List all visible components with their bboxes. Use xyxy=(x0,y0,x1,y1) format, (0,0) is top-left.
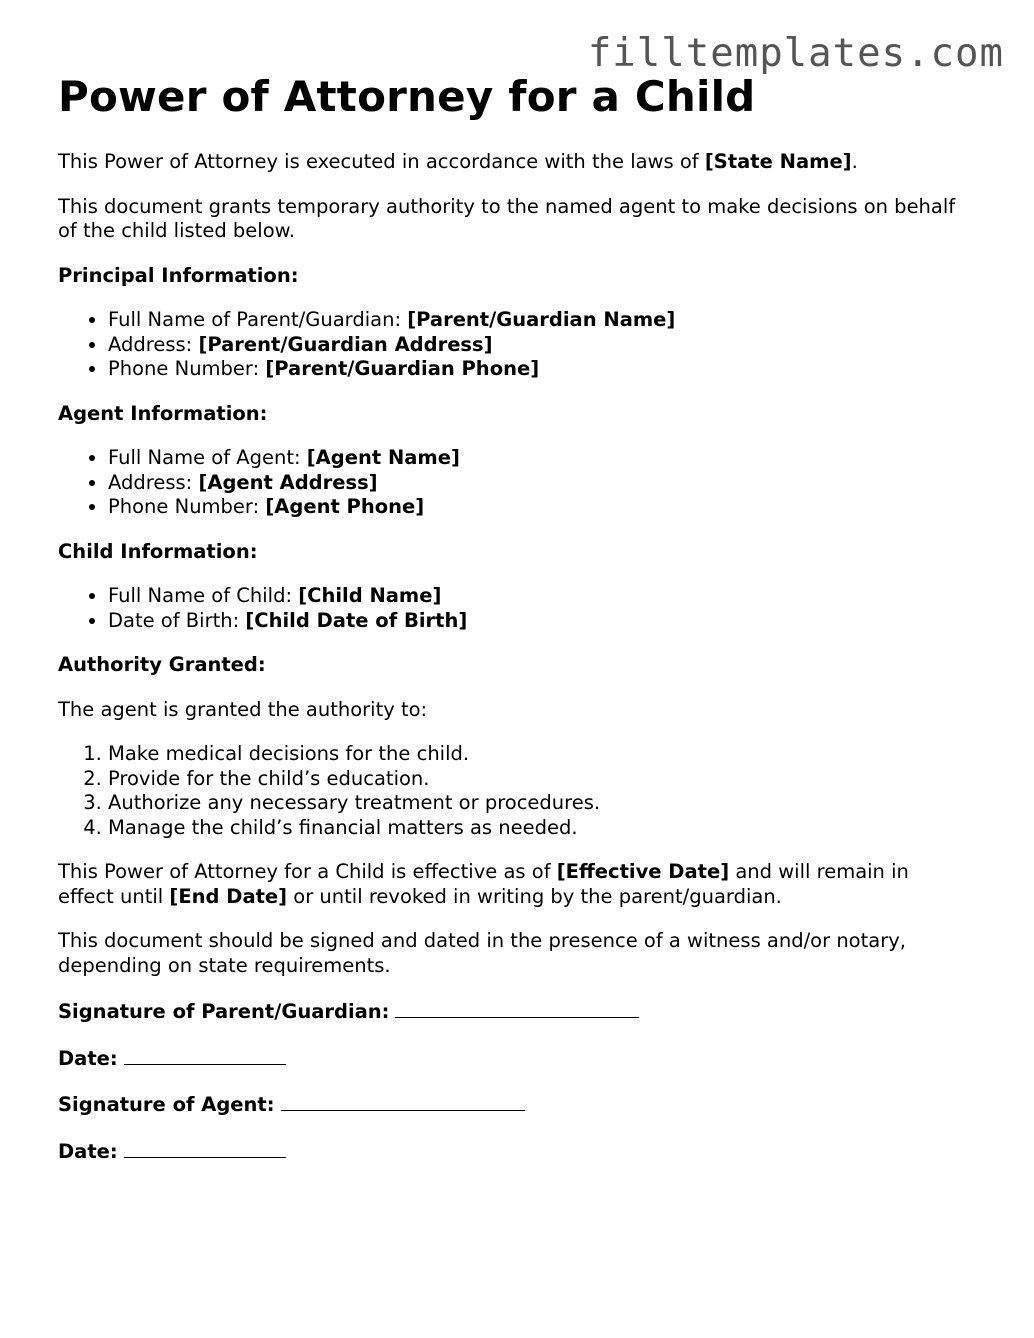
document-title: Power of Attorney for a Child xyxy=(58,72,756,121)
authority-list xyxy=(58,742,958,840)
parent-signature-field[interactable] xyxy=(395,998,639,1018)
agent-date-line xyxy=(58,1138,958,1165)
effective-statement xyxy=(58,860,958,909)
item-label: Full Name of Child: xyxy=(108,584,299,607)
effective-text: or until revoked in writing by the parent/guardian. xyxy=(287,884,782,908)
list-item xyxy=(108,495,958,520)
effective-text: This Power of Attorney for a Child is effective as of xyxy=(58,860,557,883)
item-label: Address: xyxy=(108,332,199,356)
list-item xyxy=(108,609,958,634)
child-list xyxy=(58,584,958,633)
document-page xyxy=(58,70,958,1164)
list-item xyxy=(108,308,958,333)
item-label: Full Name of Parent/Guardian: xyxy=(108,308,408,331)
item-label: Phone Number: xyxy=(108,357,266,380)
child-heading: Child Information: xyxy=(58,539,258,563)
agent-signature-line xyxy=(58,1091,958,1118)
agent-signature-field[interactable] xyxy=(281,1091,525,1111)
signing-note: This document should be signed and dated in the presence of a witness and/or notary, depending on state requirements. xyxy=(58,929,906,977)
parent-date-field[interactable] xyxy=(124,1045,286,1065)
item-label: Phone Number: xyxy=(108,495,266,518)
list-item xyxy=(108,446,958,471)
effective-text: and will remain in effect until xyxy=(58,860,909,908)
item-placeholder: [Parent/Guardian Name] xyxy=(407,308,676,331)
item-label: Date of Birth: xyxy=(108,608,246,632)
state-placeholder: [State Name] xyxy=(704,150,852,173)
parent-date-line xyxy=(58,1045,958,1072)
list-item: 3. Authorize any necessary treatment or procedures. xyxy=(108,791,958,816)
list-item: 4. Manage the child’s financial matters as needed. xyxy=(108,816,958,841)
parent-signature-line xyxy=(58,998,958,1025)
authority-lead: The agent is granted the authority to: xyxy=(58,697,428,721)
agent-heading: Agent Information: xyxy=(58,401,268,425)
item-placeholder: [Agent Phone] xyxy=(265,495,425,518)
list-item: 2. Provide for the child’s education. xyxy=(108,767,958,792)
item-placeholder: [Parent/Guardian Address] xyxy=(198,332,493,356)
purpose-statement: This document grants temporary authority to the named agent to make decisions on behalf of the child listed below. xyxy=(58,194,956,242)
state-statement xyxy=(58,150,958,175)
list-item xyxy=(108,584,958,609)
item-label: Address: xyxy=(108,470,199,494)
item-placeholder: [Child Date of Birth] xyxy=(245,608,468,632)
principal-heading: Principal Information: xyxy=(58,263,299,287)
authority-heading: Authority Granted: xyxy=(58,653,266,676)
list-item xyxy=(108,333,958,358)
item-label: Full Name of Agent: xyxy=(108,446,307,469)
state-prefix: This Power of Attorney is executed in accordance with the laws of xyxy=(58,150,705,173)
agent-date-field[interactable] xyxy=(124,1138,286,1158)
item-placeholder: [Child Name] xyxy=(298,584,442,607)
agent-list xyxy=(58,446,958,520)
parent-date-label: Date: xyxy=(58,1046,118,1070)
item-placeholder: [Agent Address] xyxy=(198,470,378,494)
parent-signature-label: Signature of Parent/Guardian: xyxy=(58,1000,390,1023)
agent-signature-label: Signature of Agent: xyxy=(58,1093,275,1116)
end-date-placeholder: [End Date] xyxy=(169,884,288,908)
list-item xyxy=(108,471,958,496)
item-placeholder: [Parent/Guardian Phone] xyxy=(265,357,540,380)
effective-date-placeholder: [Effective Date] xyxy=(556,860,730,883)
watermark: filltemplates.com xyxy=(587,31,1004,76)
list-item xyxy=(108,357,958,382)
principal-list xyxy=(58,308,958,382)
list-item: 1. Make medical decisions for the child. xyxy=(108,742,958,767)
agent-date-label: Date: xyxy=(58,1139,118,1163)
state-suffix: . xyxy=(851,150,858,173)
item-placeholder: [Agent Name] xyxy=(306,446,460,469)
